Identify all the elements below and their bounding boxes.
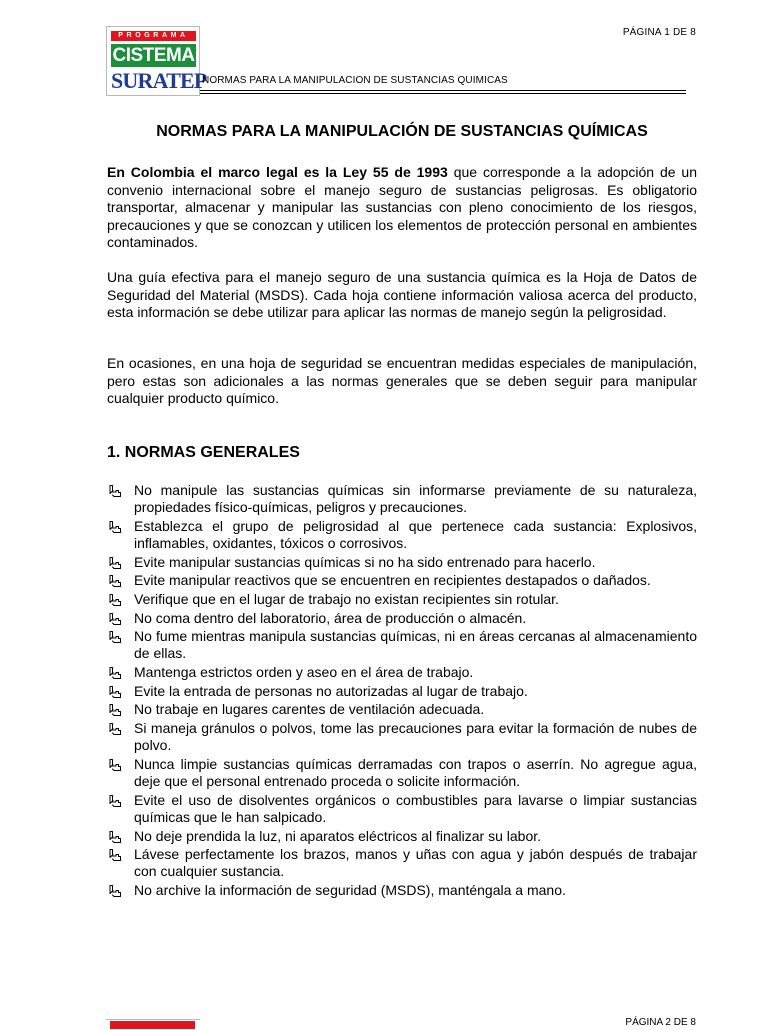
hand-pointer-icon — [108, 830, 122, 844]
list-item-text: No coma dentro del laboratorio, área de producción o almacén. — [134, 609, 527, 626]
list-item-text: No archive la información de seguridad (MSDS), manténgala a mano. — [134, 881, 566, 898]
general-rules-list — [107, 482, 697, 901]
hand-pointer-icon — [108, 758, 122, 772]
hand-pointer-icon — [108, 666, 122, 680]
list-item — [107, 628, 697, 662]
list-item-text: Nunca limpie sustancias químicas derramadas con trapos o aserrín. No agregue agua, deje que el personal entrenado proceda o solicite información. — [134, 755, 697, 790]
list-item — [107, 591, 697, 608]
intro-rest-text: que corresponde a la adopción de un convenio internacional sobre el manejo seguro de sustancias peligrosas. Es obligatorio transportar, almacenar y manipular las sustancias con pleno conocimiento de los riesgos, precauciones y que se conozcan y utilicen los elementos de protección personal en ambientes contaminados. — [107, 164, 697, 250]
hand-pointer-icon — [108, 556, 122, 570]
program-logo — [106, 26, 207, 96]
list-item-text: Verifique que en el lugar de trabajo no existan recipientes sin rotular. — [134, 590, 559, 607]
list-item — [107, 846, 697, 880]
list-item — [107, 828, 697, 845]
hand-pointer-icon — [108, 794, 122, 808]
footer-page-number: PÁGINA 2 DE 8 — [625, 1017, 696, 1028]
special-measures-paragraph: En ocasiones, en una hoja de seguridad se encuentran medidas especiales de manipulación, pero estas son adicionales a las normas generales que se deben seguir para manipular cualquier producto químico. — [107, 355, 697, 406]
logo-suratep-text: SURATEP — [111, 68, 207, 93]
page-title: NORMAS PARA LA MANIPULACIÓN DE SUSTANCIAS QUÍMICAS — [156, 123, 648, 140]
hand-pointer-icon — [108, 685, 122, 699]
footer-logo-band — [110, 1021, 195, 1029]
list-item-text: No trabaje en lugares carentes de ventilación adecuada. — [134, 701, 485, 718]
msds-paragraph: Una guía efectiva para el manejo seguro de una sustancia química es la Hoja de Datos de Seguridad del Material (MSDS). Cada hoja contiene información valiosa acerca del producto, esta información se debe utilizar para aplicar las normas de manejo según la peligrosidad. — [107, 269, 697, 320]
hand-pointer-icon — [108, 484, 122, 498]
list-item — [107, 664, 697, 681]
hand-pointer-icon — [108, 574, 122, 588]
list-item-text: Evite el uso de disolventes orgánicos o combustibles para lavarse o limpiar sustancias químicas que le han salpicado. — [134, 791, 697, 825]
list-item-text: No deje prendida la luz, ni aparatos eléctricos al finalizar su labor. — [134, 827, 542, 844]
list-item — [107, 882, 697, 899]
hand-pointer-icon — [108, 884, 122, 898]
page-number: PÁGINA 1 DE 8 — [622, 27, 696, 38]
intro-bold-text: En Colombia el marco legal es la Ley 55 de 1993 — [107, 164, 448, 180]
list-item-text: Lávese perfectamente los brazos, manos y uñas con agua y jabón después de trabajar con cualquier sustancia. — [134, 846, 697, 880]
hand-pointer-icon — [108, 593, 122, 607]
logo-cistema-text: CISTEMA — [112, 45, 195, 66]
hand-pointer-icon — [108, 722, 122, 736]
list-item — [107, 756, 697, 790]
list-item — [107, 792, 697, 826]
section-heading: 1. NORMAS GENERALES — [107, 444, 300, 461]
header-document-title: NORMAS PARA LA MANIPULACION DE SUSTANCIAS QUIMICAS — [202, 75, 508, 86]
list-item — [107, 610, 697, 627]
list-item — [107, 701, 697, 718]
list-item-text: Evite la entrada de personas no autorizadas al lugar de trabajo. — [134, 682, 528, 699]
hand-pointer-icon — [108, 520, 122, 534]
list-item — [107, 482, 697, 516]
list-item — [107, 518, 697, 552]
hand-pointer-icon — [108, 630, 122, 644]
header-divider-bottom — [200, 93, 686, 94]
list-item-text: No manipule las sustancias químicas sin informarse previamente de su naturaleza, propiedades físico-químicas, peligros y precauciones. — [134, 482, 697, 516]
list-item-text: Establezca el grupo de peligrosidad al que pertenece cada sustancia: Explosivos, inflamables, oxidantes, tóxicos o corrosivos. — [134, 517, 697, 551]
list-item — [107, 683, 697, 700]
list-item — [107, 554, 697, 571]
hand-pointer-icon — [108, 703, 122, 717]
list-item — [107, 572, 697, 589]
hand-pointer-icon — [108, 848, 122, 862]
logo-programa-text: PROGRAMA — [111, 31, 196, 41]
list-item-text: Evite manipular sustancias químicas si no ha sido entrenado para hacerlo. — [134, 553, 596, 570]
hand-pointer-icon — [108, 612, 122, 626]
list-item — [107, 720, 697, 754]
list-item-text: Evite manipular reactivos que se encuentren en recipientes destapados o dañados. — [134, 572, 651, 589]
intro-paragraph — [107, 164, 697, 252]
header-divider-top — [200, 90, 686, 91]
list-item-text: Si maneja gránulos o polvos, tome las precauciones para evitar la formación de nubes de polvo. — [134, 720, 697, 754]
list-item-text: Mantenga estrictos orden y aseo en el área de trabajo. — [134, 664, 474, 681]
list-item-text: No fume mientras manipula sustancias químicas, ni en áreas cercanas al almacenamiento de ellas. — [134, 628, 697, 662]
